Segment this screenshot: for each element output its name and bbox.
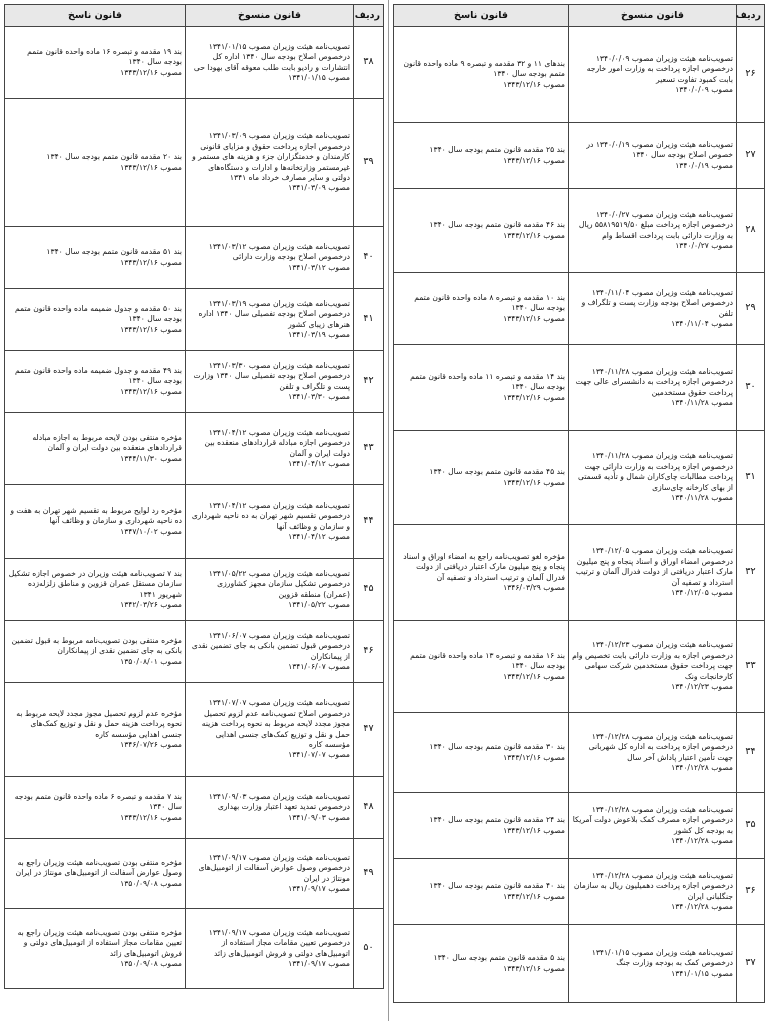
repealed-law-cell (186, 683, 354, 777)
table-row (5, 485, 384, 559)
repealing-law-text: مؤخره رد لوایح مربوط به تقسیم شهر تهران به هفت و ده ناحیه شهرداری و سازمان و وظائف آنها (10, 505, 182, 526)
repealing-law-text: مؤخره لغو تصویب‌نامه راجع به امضاء اوراق و اسناد پنجاه و پنج میلیون مارک اعتبار دریافتی از دولت فدرال آلمان و ترتیب استرداد و تصفیه آن (403, 551, 565, 582)
repealing-law-cell (5, 839, 186, 909)
repealing-law-cell (5, 227, 186, 289)
repealed-law-cell (569, 123, 737, 189)
table-row (5, 413, 384, 485)
repealing-law-text: مؤخره منتفی بودن تصویب‌نامه هیئت وزیران راجع به تعیین مقامات مجاز استفاده از اتومبیل‌های دولتی و فروش اتومبیل‌های زائد (17, 927, 182, 958)
repealing-law-cell (394, 189, 569, 273)
repealed-law-date: مصوب ۱۳۴۰/۱۲/۲۸ (671, 901, 733, 911)
repealed-law-text: تصویب‌نامه هیئت وزیران مصوب ۱۳۴۰/۰/۰۹ درخصوص اجازه پرداخت به وزارت امور خارجه بابت کمبود تفاوت تسعیر (586, 53, 733, 84)
repealed-law-date: مصوب ۱۳۴۱/۰۴/۱۲ (288, 458, 350, 468)
repealed-law-text: تصویب‌نامه هیئت وزیران مصوب ۱۳۴۰/۰/۱۹ در خصوص اصلاح بودجه سال ۱۳۴۰ (586, 139, 733, 160)
repealed-law-text: تصویب‌نامه هیئت وزیران مصوب ۱۳۴۰/۱۲/۲۸ درخصوص اجازه پرداخت دهمیلیون ریال به سازمان جنگلبانی ایران (573, 870, 733, 901)
repealing-law-cell (394, 713, 569, 793)
repealed-law-date: مصوب ۱۳۴۰/۰/۲۷ (675, 240, 733, 250)
row-number: ۳۰ (737, 345, 765, 431)
table-row (5, 839, 384, 909)
repealed-law-cell (186, 909, 354, 989)
repealing-law-text: بند ۴۰ مقدمه قانون متمم بودجه سال ۱۳۴۰ (429, 881, 565, 891)
repealing-law-date: مصوب ۱۳۴۳/۱۲/۱۶ (120, 386, 182, 396)
repealing-law-date: مصوب ۱۳۴۳/۱۲/۱۶ (503, 155, 565, 165)
repealed-law-text: تصویب‌نامه هیئت وزیران مصوب ۱۳۴۱/۰۴/۱۲ درخصوص تقسیم شهر تهران به ده ناحیه شهرداری و سازمان و وظائف آنها (191, 500, 350, 531)
header-row-number: ردیف (354, 5, 384, 27)
repealing-law-text: بند ۵۱ مقدمه قانون متمم بودجه سال ۱۳۴۰ (46, 247, 182, 257)
repealing-law-cell (394, 859, 569, 925)
repealing-law-text: بند ۷ مقدمه و تبصره ۶ ماده واحده قانون متمم بودجه سال ۱۳۴۰ (14, 791, 182, 812)
repealed-law-cell (186, 839, 354, 909)
repealed-law-date: مصوب ۱۳۴۱/۰۴/۱۲ (288, 531, 350, 541)
row-number: ۴۶ (354, 621, 384, 683)
repealed-law-date: مصوب ۱۳۴۰/۱۲/۲۳ (671, 682, 733, 692)
repealing-law-text: بند ۳۰ مقدمه قانون متمم بودجه سال ۱۳۴۰ (429, 742, 565, 752)
repealing-law-date: مصوب ۱۳۴۲/۰۳/۲۶ (120, 599, 182, 609)
table-row (394, 431, 765, 525)
repealed-law-date: مصوب ۱۳۴۱/۰۳/۳۰ (288, 391, 350, 401)
repealing-law-cell (5, 777, 186, 839)
repealed-law-date: مصوب ۱۳۴۰/۱۱/۲۸ (671, 493, 733, 503)
row-number: ۴۵ (354, 559, 384, 621)
row-number: ۳۱ (737, 431, 765, 525)
laws-table-right (393, 4, 765, 1003)
repealed-law-date: مصوب ۱۳۴۱/۰۶/۰۷ (288, 661, 350, 671)
repealed-law-cell (569, 431, 737, 525)
repealed-law-cell (186, 777, 354, 839)
repealing-law-cell (394, 621, 569, 713)
row-number: ۴۸ (354, 777, 384, 839)
right-table-panel (393, 4, 765, 1003)
row-number: ۲۸ (737, 189, 765, 273)
repealing-law-date: مصوب ۱۳۴۳/۱۲/۱۶ (503, 313, 565, 323)
repealed-law-date: مصوب ۱۳۴۱/۰۷/۰۷ (288, 750, 350, 760)
repealed-law-text: تصویب‌نامه هیئت وزیران مصوب ۱۳۴۰/۱۱/۲۸ درخصوص اجازه پرداخت به وزارت دارائی جهت پرداخت مطالبات چای‌کاران شمال و تأدیه قسمتی از بهای کارخانه چای‌سازی (577, 451, 733, 492)
table-row (5, 351, 384, 413)
repealing-law-text: مؤخره منتفی بودن تصویب‌نامه مربوط به قبول تضمین بانکی به جای تضمین نقدی از پیمانکاران (11, 635, 182, 656)
repealing-law-text: بند ۵ مقدمه قانون متمم بودجه سال ۱۳۴۰ (433, 953, 565, 963)
repealing-law-cell (394, 431, 569, 525)
table-row (5, 227, 384, 289)
repealed-law-text: تصویب‌نامه هیئت وزیران مصوب ۱۳۴۰/۰/۲۷ درخصوص اجازه پرداخت مبلغ ۵۵۸۱۹۵۱۹/۵۰ ریال به وزارت دارائی بابت پرداخت اقساط وام (578, 209, 733, 240)
repealed-law-cell (569, 793, 737, 859)
repealing-law-cell (5, 27, 186, 99)
repealing-law-date: مصوب ۱۳۵۰/۰۹/۰۸ (120, 878, 182, 888)
repealing-law-cell (5, 559, 186, 621)
row-number: ۴۴ (354, 485, 384, 559)
repealing-law-text: بند ۴۵ مقدمه قانون متمم بودجه سال ۱۳۴۰ (429, 467, 565, 477)
repealed-law-text: تصویب‌نامه هیئت وزیران مصوب ۱۳۴۰/۱۱/۰۴ درخصوص اصلاح بودجه وزارت پست و تلگراف و تلفن (581, 287, 733, 318)
repealing-law-date: مصوب ۱۳۴۳/۱۲/۱۶ (503, 230, 565, 240)
repealed-law-text: تصویب‌نامه هیئت وزیران مصوب ۱۳۴۱/۰۹/۱۷ درخصوص وصول عوارض آسفالت از اتومبیل‌های مونتاژ در ایران (198, 852, 350, 883)
table-row (394, 793, 765, 859)
repealed-law-date: مصوب ۱۳۴۱/۰۳/۱۲ (288, 262, 350, 272)
row-number: ۳۳ (737, 621, 765, 713)
repealed-law-cell (569, 925, 737, 1003)
repealing-law-date: مصوب ۱۳۴۶/۰۷/۲۶ (120, 739, 182, 749)
repealed-law-date: مصوب ۱۳۴۱/۰۳/۰۹ (288, 183, 350, 193)
row-number: ۴۹ (354, 839, 384, 909)
repealing-law-cell (5, 621, 186, 683)
repealed-law-date: مصوب ۱۳۴۰/۱۱/۲۸ (671, 397, 733, 407)
repealing-law-date: مصوب ۱۳۴۳/۱۲/۱۶ (503, 392, 565, 402)
repealing-law-cell (5, 351, 186, 413)
repealing-law-cell (394, 345, 569, 431)
repealed-law-date: مصوب ۱۳۴۱/۰۵/۲۲ (288, 599, 350, 609)
row-number: ۴۱ (354, 289, 384, 351)
repealed-law-cell (186, 99, 354, 227)
table-row (394, 27, 765, 123)
repealing-law-cell (5, 413, 186, 485)
table-row (5, 559, 384, 621)
repealed-law-cell (569, 713, 737, 793)
repealed-law-text: تصویب‌نامه هیئت وزیران مصوب ۱۳۴۰/۱۲/۲۸ درخصوص اجازه پرداخت به اداره کل شهربانی جهت تأمین اعتبار پاداش آخر سال (588, 731, 733, 762)
table-header-row (394, 5, 765, 27)
row-number: ۲۷ (737, 123, 765, 189)
repealed-law-cell (569, 27, 737, 123)
repealing-law-cell (5, 683, 186, 777)
repealed-law-date: مصوب ۱۳۴۰/۰/۱۹ (675, 160, 733, 170)
repealing-law-date: مصوب ۱۳۴۳/۱۲/۱۶ (120, 812, 182, 822)
repealed-law-text: تصویب‌نامه هیئت وزیران مصوب ۱۳۴۰/۱۲/۲۳ درخصوص اجازه به وزارت دارائی بابت تخصیص وام جهت پرداخت حقوق مستخدمین شرکت سهامی کارخانجات ونک (572, 640, 733, 681)
table-row (394, 621, 765, 713)
repealing-law-date: مصوب ۱۳۴۳/۱۲/۱۶ (503, 79, 565, 89)
row-number: ۳۶ (737, 859, 765, 925)
repealing-law-date: مصوب ۱۳۴۳/۱۲/۱۶ (503, 477, 565, 487)
table-row (5, 27, 384, 99)
repealing-law-text: بند ۴۹ مقدمه و جدول ضمیمه ماده واحده قانون متمم بودجه سال ۱۳۴۰ (15, 365, 182, 386)
repealing-law-text: بند ۴۶ مقدمه قانون متمم بودجه سال ۱۳۴۰ (429, 220, 565, 230)
repealed-law-cell (569, 859, 737, 925)
repealing-law-date: مصوب ۱۳۴۳/۱۲/۱۶ (503, 891, 565, 901)
repealed-law-cell (569, 345, 737, 431)
repealed-law-text: تصویب‌نامه هیئت وزیران مصوب ۱۳۴۱/۰۹/۰۳ درخصوص تمدید تعهد اعتبار وزارت بهداری (208, 791, 350, 812)
repealing-law-date: مصوب ۱۳۴۳/۱۲/۱۶ (120, 67, 182, 77)
repealed-law-text: تصویب‌نامه هیئت وزیران مصوب ۱۳۴۰/۱۱/۲۸ درخصوص اجازه پرداخت به دانشسرای عالی جهت پرداخت حقوق مستخدمین (575, 366, 733, 397)
row-number: ۳۲ (737, 525, 765, 621)
repealed-law-date: مصوب ۱۳۴۱/۰۹/۱۷ (288, 883, 350, 893)
repealing-law-text: مؤخره عدم لزوم تحصیل مجوز مجدد لایحه مربوط به نحوه پرداخت هزینه حمل و نقل و توزیع کمک‌های جنسی اهدایی مؤسسه کاره (16, 708, 182, 739)
repealing-law-cell (5, 909, 186, 989)
repealing-law-text: بند ۲۵ مقدمه قانون متمم بودجه سال ۱۳۴۰ (429, 145, 565, 155)
repealed-law-cell (186, 413, 354, 485)
repealing-law-date: مصوب ۱۳۵۰/۰۸/۰۱ (120, 656, 182, 666)
row-number: ۵۰ (354, 909, 384, 989)
repealed-law-cell (186, 621, 354, 683)
repealing-law-cell (394, 27, 569, 123)
repealed-law-date: مصوب ۱۳۴۰/۰/۰۹ (675, 84, 733, 94)
table-row (394, 345, 765, 431)
repealed-law-text: تصویب‌نامه هیئت وزیران مصوب ۱۳۴۱/۰۴/۱۲ درخصوص اجازه مبادله قراردادهای منعقده بین دولت ایران و آلمان (204, 427, 350, 458)
repealing-law-text: مؤخره منتفی بودن تصویب‌نامه هیئت وزیران راجع به وصول عوارض آسفالت از اتومبیل‌های مونتاژ در ایران (15, 857, 182, 878)
row-number: ۳۹ (354, 99, 384, 227)
header-repealed-law: قانون منسوخ (569, 5, 737, 27)
repealed-law-text: تصویب‌نامه هیئت وزیران مصوب ۱۳۴۱/۰۵/۲۲ درخصوص تشکیل سازمان مجهز کشاورزی (عمران) منطقه قزوین (208, 568, 350, 599)
table-header-row (5, 5, 384, 27)
repealing-law-cell (5, 99, 186, 227)
repealed-law-date: مصوب ۱۳۴۰/۱۲/۲۸ (671, 762, 733, 772)
repealing-law-text: بند ۱۰ مقدمه و تبصره ۸ ماده واحده قانون متمم بودجه سال ۱۳۴۰ (414, 292, 565, 313)
row-number: ۲۹ (737, 273, 765, 345)
repealing-law-text: بند ۷ تصویب‌نامه هیئت وزیران در خصوص اجازه تشکیل سازمان مستقل عمران قزوین و مناطق زلزله‌زده شهریور ۱۳۴۱ (8, 568, 182, 599)
repealed-law-cell (569, 273, 737, 345)
table-row (5, 909, 384, 989)
table-row (5, 99, 384, 227)
row-number: ۳۸ (354, 27, 384, 99)
row-number: ۴۷ (354, 683, 384, 777)
repealing-law-date: مصوب ۱۳۴۳/۱۲/۱۶ (503, 825, 565, 835)
left-table-panel (4, 4, 384, 989)
repealed-law-text: تصویب‌نامه هیئت وزیران مصوب ۱۳۴۱/۰۳/۳۰ درخصوص اصلاح بودجه تفصیلی سال ۱۳۴۰ وزارت پست و تلگراف و تلفن (193, 360, 350, 391)
repealing-law-date: مصوب ۱۳۴۴/۱۱/۳۰ (120, 453, 182, 463)
repealed-law-date: مصوب ۱۳۴۰/۱۲/۲۸ (671, 835, 733, 845)
table-row (394, 525, 765, 621)
table-row (394, 713, 765, 793)
repealed-law-cell (186, 559, 354, 621)
repealed-law-cell (186, 227, 354, 289)
repealing-law-date: مصوب ۱۳۴۶/۰۳/۲۹ (503, 582, 565, 592)
repealing-law-text: بند ۱۴ مقدمه و تبصره ۱۱ ماده واحده قانون متمم بودجه سال ۱۳۴۰ (410, 371, 565, 392)
row-number: ۳۷ (737, 925, 765, 1003)
repealed-law-text: تصویب‌نامه هیئت وزیران مصوب ۱۳۴۱/۰۶/۰۷ درخصوص قبول تضمین بانکی به جای تضمین نقدی از پیمانکاران (191, 630, 350, 661)
table-row (394, 273, 765, 345)
repealed-law-cell (186, 289, 354, 351)
repealing-law-date: مصوب ۱۳۴۳/۱۲/۱۶ (120, 324, 182, 334)
table-row (5, 683, 384, 777)
repealing-law-cell (394, 925, 569, 1003)
repealing-law-text: بند ۲۰ مقدمه قانون متمم بودجه سال ۱۳۴۰ (46, 152, 182, 162)
table-row (394, 925, 765, 1003)
repealed-law-cell (186, 351, 354, 413)
header-repealing-law: قانون ناسخ (5, 5, 186, 27)
repealed-law-cell (569, 189, 737, 273)
row-number: ۲۶ (737, 27, 765, 123)
repealing-law-text: بند ۵۰ مقدمه و جدول ضمیمه ماده واحده قانون متمم بودجه سال ۱۳۴۰ (15, 303, 182, 324)
repealed-law-cell (569, 525, 737, 621)
row-number: ۴۳ (354, 413, 384, 485)
repealing-law-cell (394, 123, 569, 189)
repealing-law-cell (394, 273, 569, 345)
table-row (394, 189, 765, 273)
repealed-law-text: تصویب‌نامه هیئت وزیران مصوب ۱۳۴۱/۰۳/۱۹ درخصوص اصلاح بودجه تفصیلی سال ۱۳۴۰ اداره هنرهای زیبای کشور (198, 298, 350, 329)
repealing-law-date: مصوب ۱۳۴۳/۱۲/۱۶ (120, 257, 182, 267)
column-divider (388, 0, 389, 1021)
repealed-law-text: تصویب‌نامه هیئت وزیران مصوب ۱۳۴۱/۰۳/۱۲ درخصوص اصلاح بودجه وزارت دارائی (208, 241, 350, 262)
repealed-law-text: تصویب‌نامه هیئت وزیران مصوب ۱۳۴۱/۰۹/۱۷ درخصوص تعیین مقامات مجاز استفاده از اتومبیل‌های دولتی و فروش اتومبیل‌های زائد (208, 927, 350, 958)
repealed-law-text: تصویب‌نامه هیئت وزیران مصوب ۱۳۴۱/۰۳/۰۹ درخصوص اجازه پرداخت حقوق و مزایای قانونی کارمندان و خدمتگزاران جزء و هزینه های مستمر و غیرمستمر وزارتخانه‌ها و ادارات و دستگاه‌های دولتی و سایر مصارف خرداد ماه ۱۳۴۱ (192, 131, 350, 182)
table-row (394, 123, 765, 189)
repealed-law-text: تصویب‌نامه هیئت وزیران مصوب ۱۳۴۱/۰۷/۰۷ درخصوص اصلاح تصویب‌نامه عدم لزوم تحصیل مجوز مجدد لایحه مربوط به نحوه پرداخت هزینه حمل و نقل و توزیع کمک‌های جنسی اهدایی مؤسسه کاره (201, 698, 350, 749)
repealed-law-text: تصویب‌نامه هیئت وزیران مصوب ۱۳۴۱/۰۱/۱۵ درخصوص اصلاح بودجه سال ۱۳۴۰ اداره کل انتشارات و رادیو بابت طلب معوقه آقای بهودا حی (193, 41, 350, 72)
repealing-law-date: مصوب ۱۳۴۷/۱۰/۰۲ (120, 526, 182, 536)
repealed-law-date: مصوب ۱۳۴۱/۰۱/۱۵ (288, 72, 350, 82)
repealed-law-cell (186, 485, 354, 559)
repealed-law-date: مصوب ۱۳۴۱/۰۹/۰۳ (288, 812, 350, 822)
repealing-law-text: بند ۲۴ مقدمه قانون متمم بودجه سال ۱۳۴۰ (429, 815, 565, 825)
repealed-law-date: مصوب ۱۳۴۱/۰۱/۱۵ (671, 968, 733, 978)
row-number: ۴۰ (354, 227, 384, 289)
repealed-law-cell (186, 27, 354, 99)
header-repealed-law: قانون منسوخ (186, 5, 354, 27)
repealing-law-date: مصوب ۱۳۴۳/۱۲/۱۶ (120, 162, 182, 172)
repealing-law-cell (394, 793, 569, 859)
repealing-law-date: مصوب ۱۳۴۳/۱۲/۱۶ (503, 752, 565, 762)
row-number: ۴۲ (354, 351, 384, 413)
table-row (5, 621, 384, 683)
repealed-law-text: تصویب‌نامه هیئت وزیران مصوب ۱۳۴۰/۱۲/۲۸ درخصوص اجازه مصرف کمک بلاعوض دولت آمریکا به بودجه کل کشور (572, 804, 733, 835)
repealed-law-text: تصویب‌نامه هیئت وزیران مصوب ۱۳۴۱/۰۱/۱۵ درخصوص کمک به بودجه وزارت جنگ (591, 947, 733, 968)
repealed-law-text: تصویب‌نامه هیئت وزیران مصوب ۱۳۴۰/۱۲/۰۵ درخصوص امضاء اوراق و اسناد پنجاه و پنج میلیون مارک اعتبار دریافتی از دولت فدرال آلمان و ترتیب استرداد و تصفیه آن (575, 546, 733, 587)
laws-table-left (4, 4, 384, 989)
repealing-law-date: مصوب ۱۳۵۰/۰۹/۰۸ (120, 958, 182, 968)
repealing-law-cell (5, 485, 186, 559)
header-row-number: ردیف (737, 5, 765, 27)
repealing-law-text: مؤخره منتفی بودن لایحه مربوط به اجازه مبادله قراردادهای منعقده بین دولت ایران و آلمان (32, 432, 182, 453)
repealed-law-date: مصوب ۱۳۴۱/۰۹/۱۷ (288, 958, 350, 968)
repealed-law-cell (569, 621, 737, 713)
repealed-law-date: مصوب ۱۳۴۰/۱۱/۰۴ (671, 318, 733, 328)
repealed-law-date: مصوب ۱۳۴۰/۱۲/۰۵ (671, 588, 733, 598)
row-number: ۳۴ (737, 713, 765, 793)
repealing-law-text: بندهای ۱۱ و ۳۲ مقدمه و تبصره ۹ ماده واحده قانون متمم بودجه سال ۱۳۴۰ (403, 58, 565, 79)
repealed-law-date: مصوب ۱۳۴۱/۰۳/۱۹ (288, 329, 350, 339)
row-number: ۳۵ (737, 793, 765, 859)
repealing-law-date: مصوب ۱۳۴۳/۱۲/۱۶ (503, 963, 565, 973)
repealing-law-text: بند ۱۹ مقدمه و تبصره ۱۶ ماده واحده قانون متمم بودجه سال ۱۳۴۰ (27, 46, 182, 67)
table-row (394, 859, 765, 925)
header-repealing-law: قانون ناسخ (394, 5, 569, 27)
repealing-law-text: بند ۱۶ مقدمه و تبصره ۱۳ ماده واحده قانون متمم بودجه سال ۱۳۴۰ (410, 650, 565, 671)
table-row (5, 289, 384, 351)
repealing-law-cell (5, 289, 186, 351)
table-row (5, 777, 384, 839)
repealing-law-cell (394, 525, 569, 621)
repealing-law-date: مصوب ۱۳۴۳/۱۲/۱۶ (503, 671, 565, 681)
